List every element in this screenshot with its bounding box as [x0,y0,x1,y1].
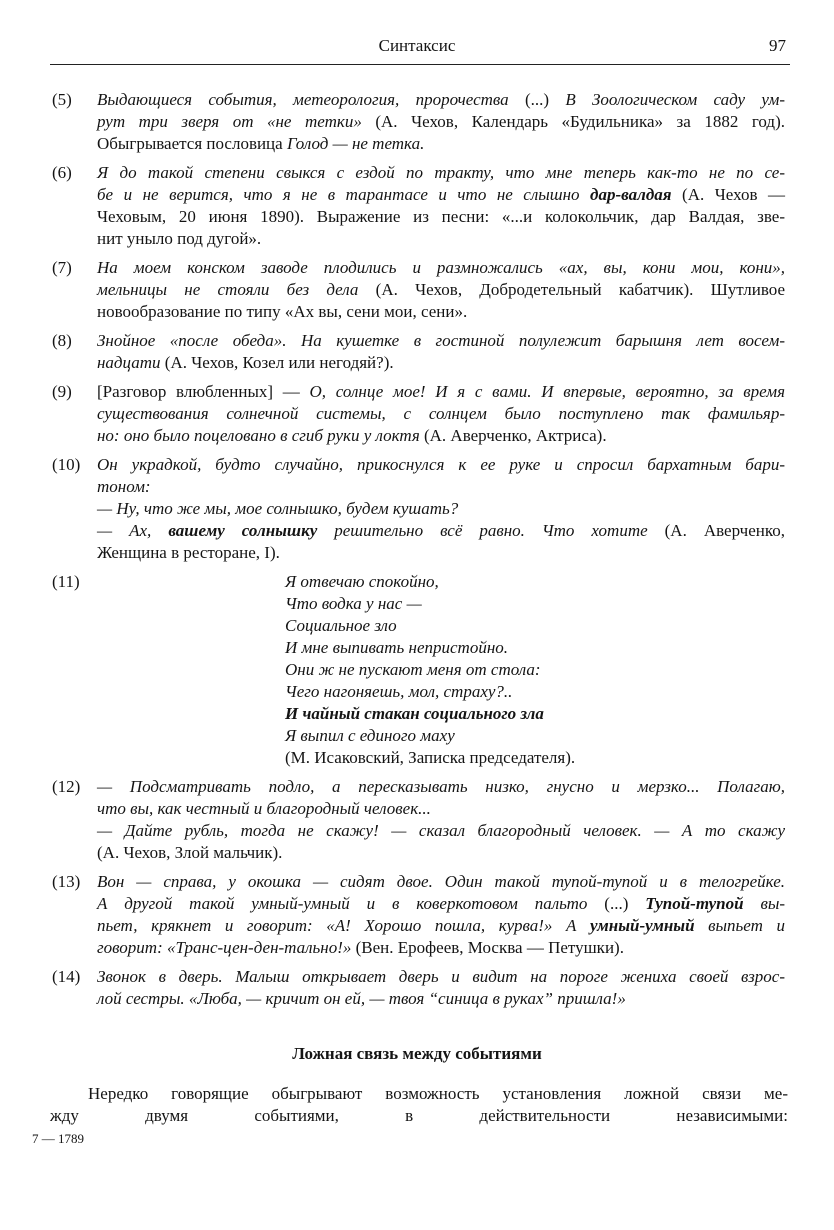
quoted-text: тоном: [97,477,151,496]
quoted-text: Социальное зло [285,616,397,635]
example-text [97,871,785,959]
text-line [97,301,785,323]
example-number: (13) [52,872,81,891]
example-number: (6) [52,163,72,182]
example-item [50,571,790,769]
comment-text: (А. Чехов, Злой мальчик). [97,843,283,862]
emphasized-text: И чайный стакан социального зла [285,704,544,723]
example-item [50,330,790,374]
quoted-text: бе и не верится, что я не в тарантасе и что не слышно [97,185,591,204]
example-item [50,381,790,447]
text-line [97,520,785,542]
quoted-text: вы- [743,894,785,913]
example-number: (12) [52,777,81,796]
paragraph-line: жду двумя событиями, в действительности независимыми: [50,1106,788,1125]
comment-text: (А. Чехов, Добродетельный кабатчик). Шутливое [358,280,785,299]
paragraph-line: Нередко говорящие обыгрывают возможность установления ложной связи ме- [88,1084,788,1103]
section-paragraph [50,1083,788,1127]
comment-text: Женщина в ресторане, I). [97,543,280,562]
example-text [97,257,785,323]
quoted-text: — Ах, [97,521,169,540]
quoted-text: Вон — справа, у окошка — сидят двое. Один такой тупой-тупой и в телогрейке. [97,872,785,891]
example-text [97,571,785,769]
emphasized-text: Тупой-тупой [645,894,744,913]
text-line [97,893,785,915]
text-line [97,89,785,111]
example-number: (11) [52,572,80,591]
quoted-text: — Подсматривать подло, а пересказывать низко, гнусно и мерзко... Полагаю, [97,777,785,796]
comment-text: нит уныло под дугой». [97,229,262,248]
text-line [97,184,785,206]
example-item [50,776,790,864]
quoted-text: Что водка у нас — [285,594,422,613]
quoted-text: надцати [97,353,161,372]
example-text [97,381,785,447]
example-text [97,89,785,155]
quoted-text: Я выпил с единого маху [285,726,455,745]
quoted-text: выпьет и [694,916,785,935]
running-header-title: Синтаксис [378,36,456,55]
text-line [97,133,785,155]
text-line [97,937,785,959]
text-line [97,257,785,279]
quoted-text: Они ж не пускают меня от стола: [285,660,541,679]
example-number: (5) [52,90,72,109]
printer-signature: 7 — 1789 [32,1131,84,1146]
quoted-text: Он украдкой, будто случайно, прикоснулся к ее руке и спросил бархатным бари- [97,455,785,474]
quoted-text: В Зоологическом саду ум- [549,90,785,109]
example-number: (8) [52,331,72,350]
quoted-text: Я до такой степени свыкся с ездой по тракту, что мне теперь как-то не по се- [97,163,785,182]
quoted-text: Знойное «после обеда». На кушетке в гостиной полулежит барышня лет восем- [97,331,785,350]
text-line [97,425,785,447]
example-item [50,89,790,155]
example-text [97,776,785,864]
example-list [50,89,790,1017]
example-item [50,454,790,564]
comment-text: (...) [604,894,646,913]
emphasized-text: вашему солнышку [168,521,318,540]
quoted-text: Я отвечаю спокойно, [285,572,439,591]
quoted-text: мельницы не стояли без дела [97,280,359,299]
text-line [97,798,785,820]
section-heading: Ложная связь между событиями [292,1044,542,1063]
quoted-text: решительно всё равно. Что хотите [317,521,648,540]
comment-text: (...) [524,90,550,109]
text-line [97,988,785,1010]
quoted-text: что вы, как честный и благородный человек... [97,799,431,818]
comment-text: новообразование по типу «Ах вы, сени мои, сени». [97,302,468,321]
emphasized-text: умный-умный [589,916,695,935]
text-line [97,162,785,184]
comment-text: (Вен. Ерофеев, Москва — Петушки). [351,938,624,957]
text-line [97,776,785,798]
comment-text: Обыгрывается пословица [97,134,287,153]
poem-line [97,637,785,659]
poem-line [97,593,785,615]
comment-text: Чеховым, 20 июня 1890). Выражение из песни: «...и колокольчик, дар Валдая, зве- [97,207,785,226]
poem-line [97,747,785,769]
quoted-text: На моем конском заводе плодились и размножались «ах, вы, кони мои, кони», [97,258,785,277]
quoted-text: — Дайте рубль, тогда не скажу! — сказал благородный человек. — А то скажу [97,821,785,840]
quoted-text: Выдающиеся события, метеорология, пророчества [97,90,525,109]
text-line [97,330,785,352]
text-line [97,820,785,842]
text-line [97,228,785,250]
text-line [97,381,785,403]
example-number: (14) [52,967,81,986]
poem-line [97,725,785,747]
comment-text: (А. Чехов, Календарь «Будильника» за 1882 год). [361,112,785,131]
comment-text: (А. Чехов — [671,185,785,204]
text-line [97,966,785,988]
poem-line [97,681,785,703]
quoted-text: Звонок в дверь. Малыш открывает дверь и видит на пороге жениха своей взрос- [97,967,785,986]
page-number: 97 [769,36,786,55]
quoted-text: существования солнечной системы, с солнцем было поступлено так фамильяр- [97,404,785,423]
poem-line [97,571,785,593]
text-line [97,476,785,498]
poem-line [97,703,785,725]
quoted-text: Голод — не тетка. [286,134,425,153]
quoted-text: И мне выпивать непристойно. [285,638,509,657]
text-line [97,842,785,864]
quoted-text: Чего нагоняешь, мол, страху?.. [285,682,513,701]
text-line [97,206,785,228]
text-line [97,542,785,564]
text-line [97,498,785,520]
example-text [97,162,785,250]
text-line [97,871,785,893]
example-number: (9) [52,382,72,401]
text-line [97,454,785,476]
quoted-text: А другой такой умный-умный и в коверкотовом пальто [97,894,605,913]
example-item [50,966,790,1010]
example-item [50,257,790,323]
quoted-text: пьет, крякнет и говорит: «А! Хорошо пошла, курва!» А [97,916,590,935]
quoted-text: говорит: «Транс-цен-ден-тально!» [97,938,352,957]
quoted-text: О, солнце мое! И я с вами. И впервые, вероятно, за время [309,382,785,401]
example-text [97,454,785,564]
quoted-text: но: оно было поцеловано в сгиб руки у локтя [97,426,420,445]
text-line [97,403,785,425]
comment-text: (А. Чехов, Козел или негодяй?). [160,353,394,372]
header-rule [50,64,790,65]
example-item [50,162,790,250]
text-line [97,352,785,374]
example-text [97,330,785,374]
example-item [50,871,790,959]
poem-line [97,659,785,681]
comment-text: (А. Аверченко, [647,521,785,540]
example-text [97,966,785,1010]
text-line [97,915,785,937]
emphasized-text: дар-валдая [590,185,672,204]
comment-text: (А. Аверченко, Актриса). [419,426,607,445]
quoted-text: лой сестры. «Люба, — кричит он ей, — твоя “синица в руках” пришла!» [97,989,626,1008]
poem-line [97,615,785,637]
text-line [97,279,785,301]
comment-text: [Разговор влюбленных] — [97,382,310,401]
quoted-text: — Ну, что же мы, мое солнышко, будем кушать? [97,499,459,518]
example-number: (7) [52,258,72,277]
quoted-text: рут три зверя от «не тетки» [97,112,362,131]
text-line [97,111,785,133]
comment-text: (М. Исаковский, Записка председателя). [285,748,576,767]
example-number: (10) [52,455,81,474]
